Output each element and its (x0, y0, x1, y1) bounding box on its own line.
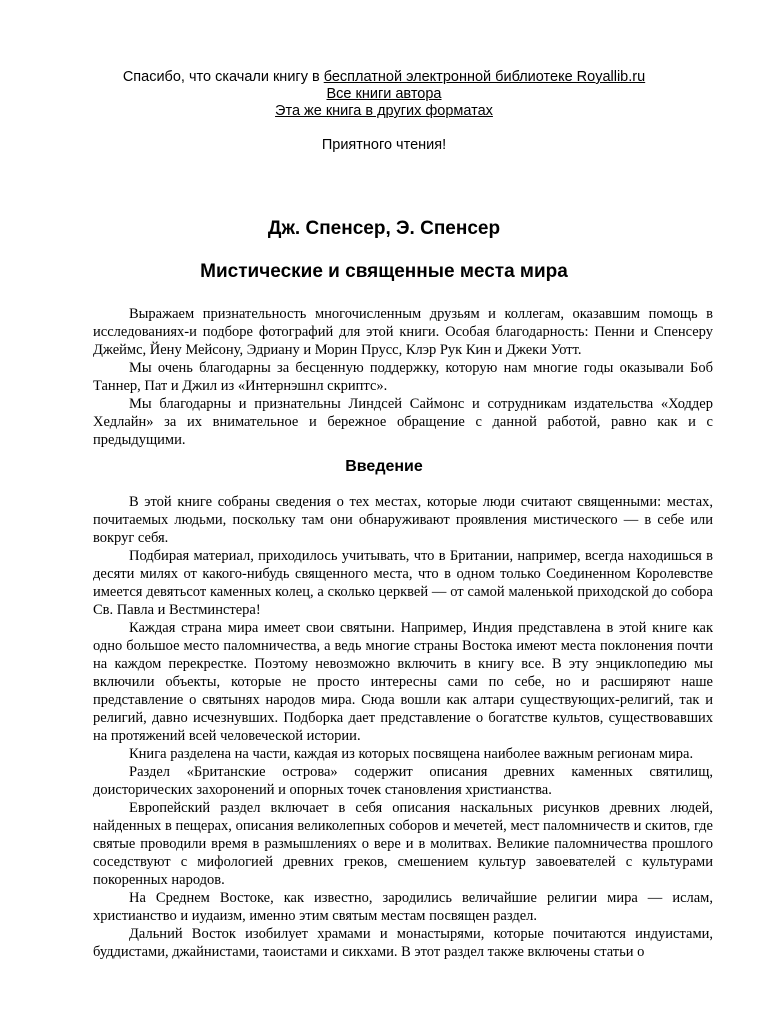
library-link[interactable]: бесплатной электронной библиотеке Royallib.ru (323, 69, 646, 85)
section-heading-introduction: Введение (345, 458, 423, 475)
paragraph: Выражаем признательность многочисленным друзьям и коллегам, оказавшим помощь в исследованиях-и подборе фотографий для этой книги. Особая благодарность: Пенни и Спенсеру Джеймс, Йену Мейсону, Эдриану и Морин Прусс, Клэр Рук Кин и Джеки Уотт. (93, 306, 713, 358)
download-thanks-text: Спасибо, что скачали книгу в (122, 69, 324, 85)
all-books-link[interactable]: Все книги автора (326, 86, 442, 102)
paragraph: Дальний Восток изобилует храмами и монастырями, которые почитаются индуистами, буддистами, джайнистами, таоистами и сикхами. В этот раздел также включены статьи о (93, 926, 713, 960)
paragraph: Европейский раздел включает в себя описания наскальных рисунков древних людей, найденных в пещерах, описания великолепных соборов и мечетей, мест паломничеств и скитов, где святые проводили время в размышлениях о вере и в молитвах. Великие паломничества прошлого соседствуют с мифологией древних греков, смешением культур завоевателей с культурами покоренных народов. (93, 800, 713, 888)
other-formats-link[interactable]: Эта же книга в других форматах (275, 103, 493, 119)
paragraph: Мы благодарны и признательны Линдсей Саймонс и сотрудникам издательства «Ходдер Хедлайн» за их внимательное и бережное обращение с данной работой, равно как и с предыдущими. (93, 396, 713, 448)
acknowledgements (93, 305, 713, 449)
other-formats-line (0, 103, 768, 120)
introduction-body (93, 493, 713, 961)
greeting-text: Приятного чтения! (321, 137, 447, 153)
paragraph: В этой книге собраны сведения о тех местах, которые люди считают священными: местах, почитаемых людьми, поскольку там они обнаруживают проявления мистического — в себе или вокруг себя. (93, 494, 713, 546)
book-author: Дж. Спенсер, Э. Спенсер (267, 218, 501, 239)
all-books-line (0, 86, 768, 103)
paragraph: Подбирая материал, приходилось учитывать, что в Британии, например, всегда находишься в десяти милях от какого-нибудь священного места, что в одном только Соединенном Королевстве имеется девятьсот каменных колец, а сколько церквей — от самой маленькой приходской до собора Св. Павла и Вестминстера! (93, 548, 713, 618)
paragraph: Каждая страна мира имеет свои святыни. Например, Индия представлена в этой книге как одно большое место паломничества, а ведь многие страны Востока имеют места поклонения почти на каждом перекрестке. Поэтому невозможно включить в книгу все. В эту энциклопедию мы включили объекты, которые не просто интересны сами по себе, но и расширяют наше представление о святынях народов мира. Сюда вошли как алтари существующих-религий, так и религий, давно исчезнувших. Подборка дает представление о богатстве культов, существовавших на протяжений всей человеческой истории. (93, 620, 713, 744)
paragraph: Мы очень благодарны за бесценную поддержку, которую нам многие годы оказывали Боб Таннер, Пат и Джил из «Интернэшнл скриптс». (93, 360, 713, 394)
paragraph: Раздел «Британские острова» содержит описания древних каменных святилищ, доисторических захоронений и опорных точек становления христианства. (93, 764, 713, 798)
download-thanks-line (0, 69, 768, 86)
paragraph: На Среднем Востоке, как известно, зародились величайшие религии мира — ислам, христианство и иудаизм, именно этим святым местам посвящен раздел. (93, 890, 713, 924)
book-title: Мистические и священные места мира (200, 261, 568, 282)
paragraph: Книга разделена на части, каждая из которых посвящена наиболее важным регионам мира. (129, 746, 694, 762)
